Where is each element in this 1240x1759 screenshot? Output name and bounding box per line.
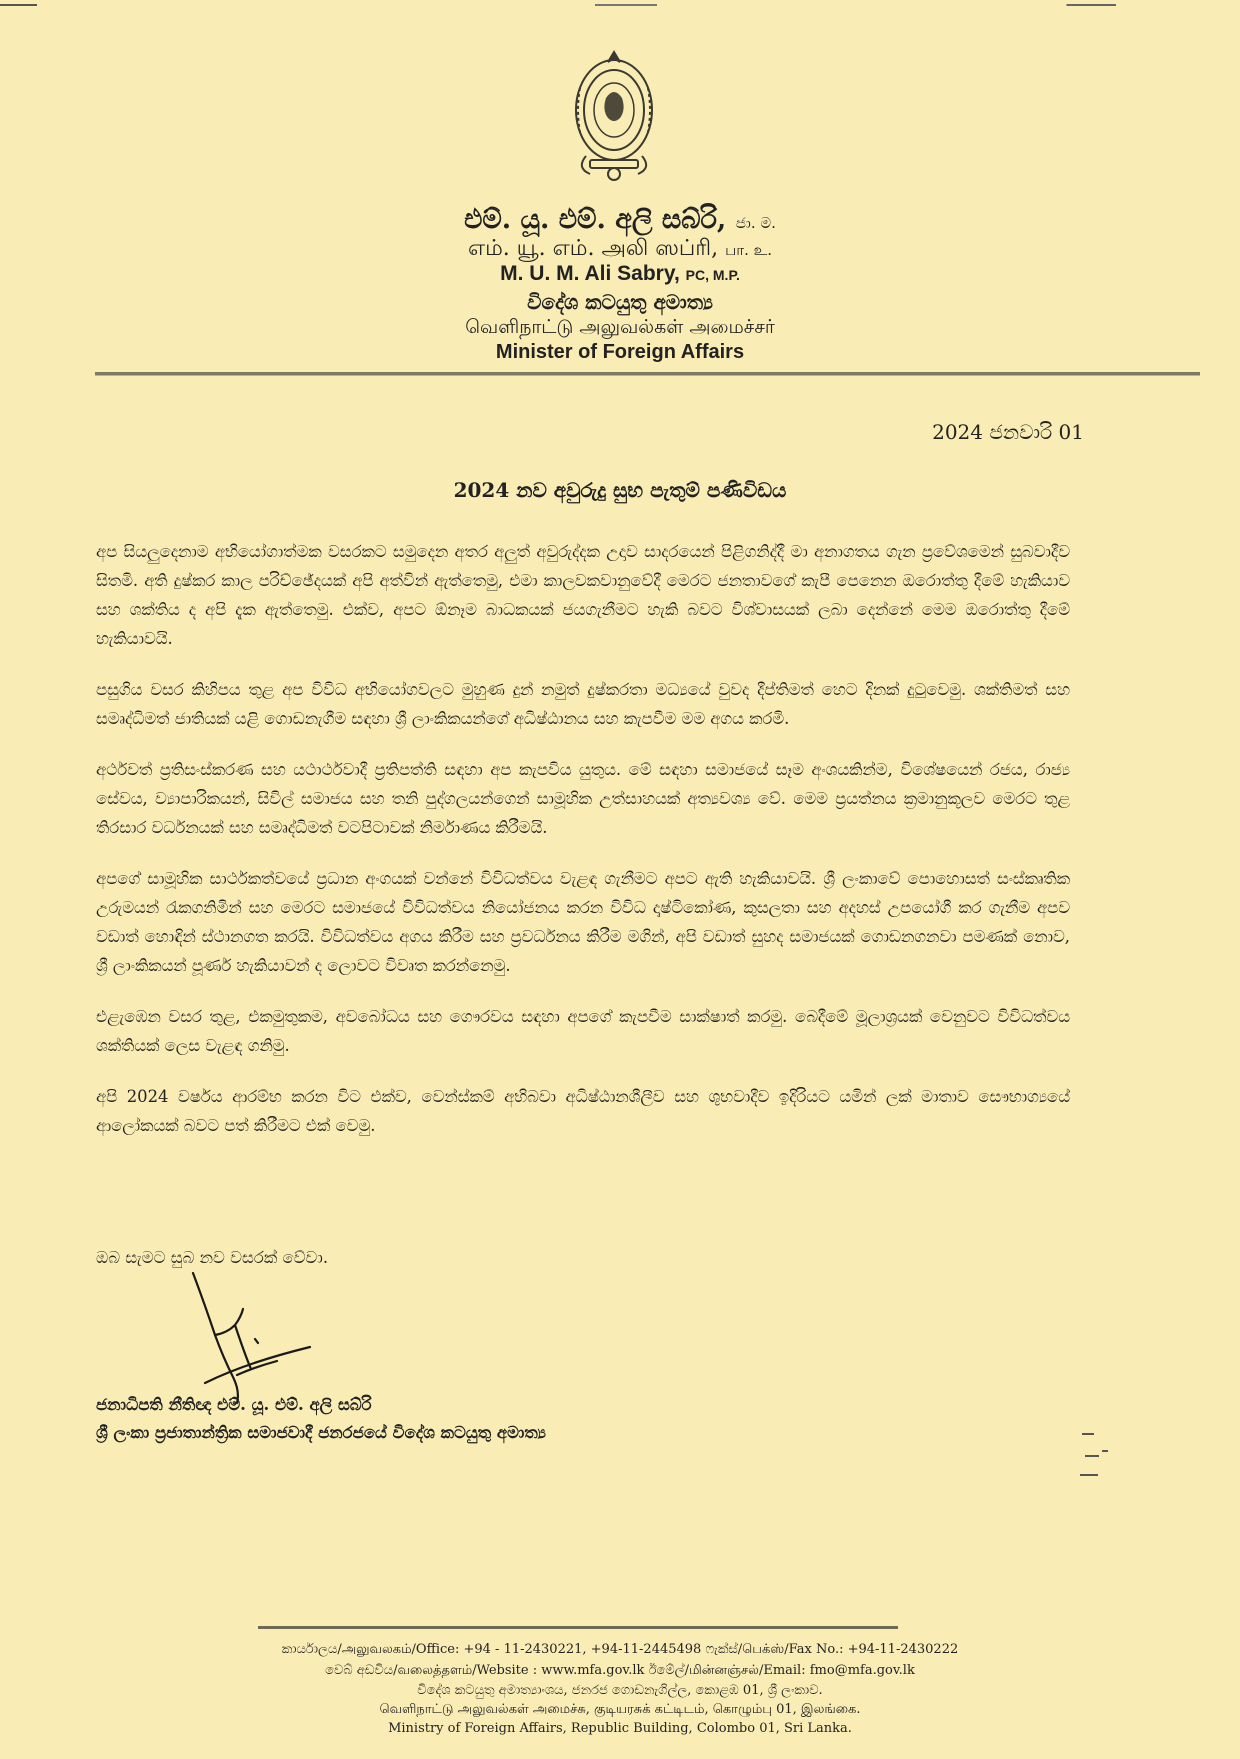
- name-ta-suffix: பா. உ.: [725, 241, 773, 259]
- paragraph: එළැඹෙන වසර තුළ, එකමුතුකම, අවබෝධය සහ ගෞරවය සඳහා අපගේ කැපවීම සාක්ෂාත් කරමු. බෙදීමේ මූලාශ්‍රයක් වෙනුවට විවිධත්වය ශක්තියක් ලෙස වැළඳ ගනිමු.: [96, 1007, 1070, 1055]
- letter-body: [96, 537, 1070, 1162]
- name-en-suffix: PC, M.P.: [685, 267, 740, 283]
- sri-lanka-emblem-icon: [566, 48, 662, 183]
- footer-divider: [258, 1626, 898, 1629]
- name-si-text: එම්. යූ. එම්. අලි සබ්රි,: [464, 204, 727, 235]
- paragraph: පසුගිය වසර කිහිපය තුළ අප විවිධ අභියෝගවලට මුහුණ දුන් නමුත් දුෂ්කරතා මධ්‍යයේ වුවද දීප්තිමත් හෙට දිනක් දුටුවෙමු. ශක්තිමත් සහ සමෘද්ධිමත් ජාතියක් යළි ගොඩනැගීම සඳහා ශ්‍රී ලාංකිකයන්ගේ අධිෂ්ඨානය සහ කැපවීම මම අගය කරමි.: [96, 680, 1070, 728]
- name-en-text: M. U. M. Ali Sabry,: [500, 262, 680, 285]
- minister-title-sinhala: විදේශ කටයුතු අමාත්‍ය: [527, 290, 713, 314]
- name-si-suffix: ජා. ම.: [735, 214, 776, 232]
- paragraph: අප සියලුදෙනාම අභියෝගාත්මක වසරකට සමුදෙන අතර අලුත් අවුරුද්දක උදාව සාදරයෙන් පිළිගනිද්දී මා අනාගතය ගැන ප්‍රවේශමෙන් සුබවාදීව සිතමි. අති දුෂ්කර කාල පරිච්ඡේදයක් අපි අත්වින් ඇත්තෙමු, එමා කාලවකවානුවේදී මෙරට ජනතාවගේ කැපී පෙනෙන ඔරොත්තු දීමේ හැකියාව සහ ශක්තිය ද අපි දැක ඇත්තෙමු. එක්ව, අපට ඕනෑම බාධකයක් ජයගැනීමට හැකි බවට විශ්වාසයක් ලබා දෙන්නේ මෙම ඔරොත්තු දීමේ හැකියාවයි.: [96, 542, 1070, 648]
- footer-address-tamil: வெளிநாட்டு அலுவல்கள் அமைச்சு, குடியரசுக் கட்டிடம், கொழும்பு 01, இலங்கை.: [379, 1702, 861, 1717]
- scan-speck: [1085, 1455, 1099, 1457]
- minister-name-english: [0, 262, 1240, 286]
- footer-contact-web: වෙබ් අඩවිය/வலைத்தளம்/Website : www.mfa.gov.lk ඊමේල්/மின்னஞ்சல்/Email: fmo@mfa.gov.lk: [325, 1663, 915, 1678]
- minister-name-sinhala: [0, 204, 1240, 236]
- scan-speck: [1080, 1474, 1098, 1476]
- name-ta-text: எம். யூ. எம். அலி ஸப்ரி,: [467, 236, 719, 261]
- paragraph: අපගේ සාමූහික සාර්ථකත්වයේ ප්‍රධාන අංගයක් වන්නේ විවිධත්වය වැළඳ ගැනීමට අපට ඇති හැකියාවයි. ශ්‍රී ලංකාවේ පොහොසත් සංස්කෘතික උරුමයන් රැකගනිමින් සහ මෙරට සමාජයේ විවිධත්වය නියෝජනය කරන විවිධ දෘෂ්ටිකෝණ, කුසලතා සහ අදහස් උපයෝගී කර ගැනීම අපව වඩාත් හොඳින් ස්ථානගත කරයි. විවිධත්වය අගය කිරීම සහ ප්‍රවර්ධනය කිරීම මගින්, අපි වඩාත් සුහද සමාජයක් ගොඩනගනවා පමණක් නොව, ශ්‍රී ලාංකිකයන් පූර්ණ හැකියාවන් ද ලොවට විවෘත කරන්නෙමු.: [96, 869, 1070, 975]
- minister-name-tamil: [0, 236, 1240, 264]
- paragraph: අපි 2024 වර්ෂය ආරම්භ කරන විට එක්ව, වෙන්ස්කම් අභිබවා අධිෂ්ඨානශීලීව සහ ශුභවාදීව ඉදිරියට යමින් ලක් මාතාව සෞභාග්‍යයේ ආලෝකයක් බවට පත් කිරීමට එක් වෙමු.: [96, 1087, 1070, 1135]
- scan-speck: [1102, 1450, 1108, 1452]
- letter-title: 2024 නව අවුරුදු සුභ පැතුම් පණිවිඩය: [453, 478, 787, 502]
- closing-greeting: ඔබ සැමට සුබ නව වසරක් වේවා.: [96, 1248, 329, 1267]
- signature-icon: [185, 1265, 335, 1415]
- minister-title-english: Minister of Foreign Affairs: [495, 341, 745, 363]
- signatory-name: ජනාධිපති නීතිඥ එම්. යූ. එම්. අලි සබ්රි: [96, 1395, 372, 1414]
- scan-edge-line: [0, 4, 1240, 6]
- footer-address-english: Ministry of Foreign Affairs, Republic Building, Colombo 01, Sri Lanka.: [388, 1721, 852, 1736]
- signatory-title: ශ්‍රී ලංකා ප්‍රජාතාන්ත්‍රික සමාජවාදී ජනරජයේ විදේශ කටයුතු අමාත්‍ය: [96, 1423, 546, 1442]
- scan-speck: [1082, 1433, 1094, 1435]
- minister-title-tamil: வெளிநாட்டு அலுவல்கள் அமைச்சர்: [465, 316, 775, 338]
- paragraph: අර්ථවත් ප්‍රතිසංස්කරණ සහ යථාර්ථවාදී ප්‍රතිපත්ති සඳහා අප කැපවිය යුතුය. මේ සඳහා සමාජයේ සෑම අංශයකින්ම, විශේෂයෙන් රජය, රාජ්‍ය සේවය, ව්‍යාපාරිකයන්, සිවිල් සමාජය සහ තනි පුද්ගලයන්ගෙන් සාමූහික උත්සාහයක් අත්‍යවශ්‍ය වේ. මෙම ප්‍රයත්නය ක්‍රමානුකූලව මෙරට තුළ තිරසාර වර්ධනයක් සහ සමෘද්ධිමත් වටපිටාවක් නිර්මාණය කිරීමයි.: [96, 760, 1070, 837]
- footer-address-sinhala: විදේශ කටයුතු අමාත්‍යාංශය, ජනරජ ගොඩනැගිල්ල, කොළඹ 01, ශ්‍රී ලංකාව.: [417, 1683, 823, 1698]
- footer-contact-phone: කාර්යාලය/அலுவலகம்/Office: +94 - 11-2430221, +94-11-2445498 ෆැක්ස්/பெக்ஸ்/Fax No.: +94-11-2430222: [281, 1642, 959, 1657]
- letter-date: 2024 ජනවාරි 01: [932, 420, 1084, 444]
- header-divider-shadow: [95, 375, 1200, 376]
